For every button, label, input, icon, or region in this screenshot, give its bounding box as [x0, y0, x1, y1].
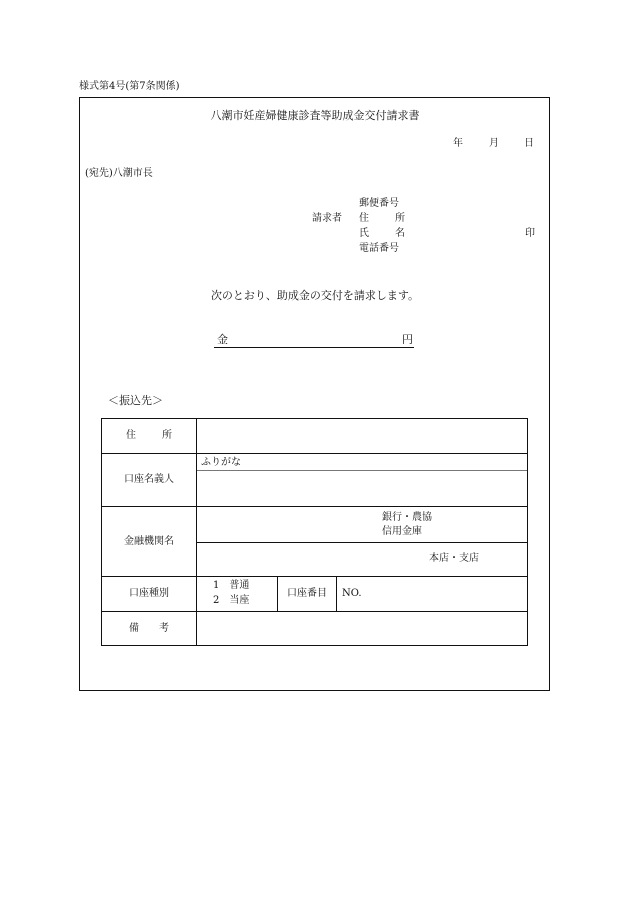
- bank-type-credit-union: 信用金庫: [382, 526, 422, 537]
- account-number-label-divider: [336, 576, 337, 611]
- requester-name-label: [359, 229, 405, 239]
- date-year-label: 年: [453, 138, 463, 149]
- bank-type-bank: 銀行・農協: [382, 512, 432, 523]
- amount-prefix: 金: [217, 333, 228, 346]
- account-type-label: 口座種別: [129, 588, 169, 599]
- transfer-table: [101, 418, 528, 646]
- institution-divider: [196, 542, 527, 543]
- transfer-address-label: [102, 419, 196, 453]
- account-number-label: 口座番目: [287, 588, 327, 599]
- requester-label: 請求者: [312, 213, 342, 224]
- postal-code-label: 郵便番号: [359, 198, 399, 209]
- institution-label: 金融機関名: [124, 535, 174, 547]
- label-column-divider: [196, 419, 197, 645]
- requester-name-label-char-1: 氏: [359, 228, 369, 239]
- addressee: (宛先)八潮市長: [85, 168, 153, 179]
- branch-type: 本店・支店: [429, 553, 479, 564]
- seal-mark: 印: [525, 228, 535, 239]
- amount-unit: 円: [402, 333, 413, 346]
- account-type-current[interactable]: 2 当座: [213, 595, 250, 606]
- form-number: 様式第4号(第7条関係): [79, 81, 180, 92]
- date-month-label: 月: [489, 138, 499, 149]
- phone-number-label: 電話番号: [359, 243, 399, 254]
- transfer-address-char-1: 住: [126, 430, 136, 441]
- account-type-ordinary[interactable]: 1 普通: [213, 580, 250, 591]
- document-title: 八潮市妊産婦健康診査等助成金交付請求書: [210, 109, 420, 122]
- remarks-field[interactable]: [197, 613, 527, 644]
- requester-address-label-char-2: 所: [395, 213, 405, 224]
- furigana-label: ふりがな: [201, 457, 241, 468]
- remarks-char-1: 備: [129, 622, 139, 634]
- request-statement: 次のとおり、助成金の交付を請求します。: [210, 289, 420, 302]
- remarks-char-2: 考: [159, 622, 169, 634]
- date-day-label: 日: [524, 138, 534, 149]
- requester-name-label-char-2: 名: [395, 228, 405, 239]
- transfer-heading: ＜振込先＞: [108, 394, 163, 407]
- requester-address-label: [359, 214, 405, 224]
- account-number-prefix: NO.: [342, 588, 362, 599]
- amount-field[interactable]: [214, 333, 414, 348]
- transfer-address-field[interactable]: [197, 420, 527, 452]
- account-holder-field[interactable]: [197, 471, 527, 505]
- account-holder-label: 口座名義人: [124, 474, 174, 485]
- transfer-address-char-2: 所: [162, 430, 172, 441]
- requester-address-label-char-1: 住: [359, 213, 369, 224]
- remarks-label: [102, 612, 196, 645]
